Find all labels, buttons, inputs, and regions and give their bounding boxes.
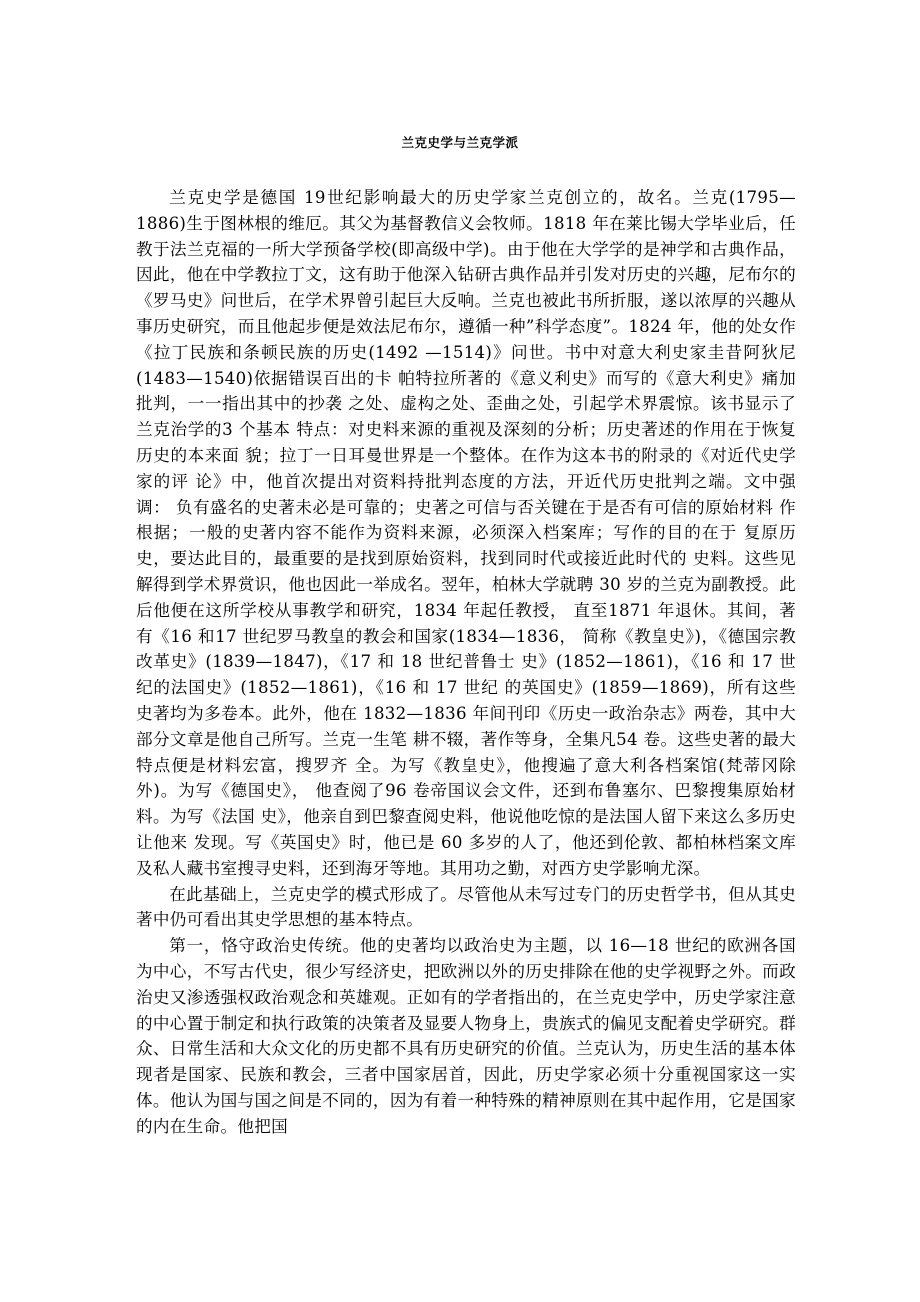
document-title: 兰克史学与兰克学派 (401, 135, 519, 150)
paragraph-3: 第一，恪守政治史传统。他的史著均以政治史为主题，以 16—18 世纪的欧洲各国为中心，不写古代史，很少写经济史，把欧洲以外的历史排除在他的史学视野之外。而政治史又渗透强权政治观念和英雄观。正如有的学者指出的，在兰克史学中，历史学家注意的中心置于制定和执行政策的决策者及显要人物身上，贵族式的偏见支配着史学研究。群众、日常生活和大众文化的历史都不具有历史研究的价值。兰克认为，历史生活的基本体现者是国家、民族和教会，三者中国家居首，因此，历史学家必须十分重视国家这一实体。他认为国与国之间是不同的，因为有着一种特殊的精神原则在其中起作用，它是国家的内在生命。他把国 (136, 936, 796, 1136)
document-body (136, 185, 796, 1139)
paragraph-1: 兰克史学是德国 19世纪影响最大的历史学家兰克创立的，故名。兰克(1795—1886)生于图林根的维厄。其父为基督教信义会牧师。1818 年在莱比锡大学毕业后，任教于法兰克福的一所大学预备学校(即高级中学)。由于他在大学学的是神学和古典作品，因此，他在中学教拉丁文，这有助于他深入钻研古典作品并引发对历史的兴趣，尼布尔的《罗马史》问世后，在学术界曾引起巨大反响。兰克也被此书所折服，遂以浓厚的兴趣从事历史研究，而且他起步便是效法尼布尔，遵循一种”科学态度”。1824 年，他的处女作《拉丁民族和条顿民族的历史(1492 —1514)》问世。书中对意大利史家圭昔阿狄尼(1483—1540)依据错误百出的卡 帕特拉所著的《意义利史》而写的《意大利史》痛加批判，一一指出其中的抄袭 之处、虚构之处、歪曲之处，引起学术界震惊。该书显示了兰克治学的3 个基本 特点：对史料来源的重视及深刻的分析；历史著述的作用在于恢复历史的本来面 貌；拉丁一日耳曼世界是一个整体。在作为这本书的附录的《对近代史学家的评 论》中，他首次提出对资料持批判态度的方法，开近代历史批判之端。文中强调： 负有盛名的史著未必是可靠的；史著之可信与否关键在于是否有可信的原始材料 作根据；一般的史著内容不能作为资料来源，必须深入档案库；写作的目的在于 复原历史，要达此目的，最重要的是找到原始资料，找到同时代或接近此时代的 史料。这些见解得到学术界赏识，他也因此一举成名。翌年，柏林大学就聘 30 岁的兰克为副教授。此后他便在这所学校从事教学和研究，1834 年起任教授， 直至1871 年退休。其间，著有《16 和17 世纪罗马教皇的教会和国家(1834—1836， 简称《教皇史》)，《德国宗教改革史》(1839—1847)，《17 和 18 世纪普鲁士 史》(1852—1861)，《16 和 17 世纪的法国史》(1852—1861)，《16 和 17 世纪 的英国史》(1859—1869)，所有这些史著均为多卷本。此外，他在 1832—1836 年间刊印《历史一政治杂志》两卷，其中大部分文章是他自己所写。兰克一生笔 耕不辍，著作等身，全集凡54 卷。这些史著的最大特点便是材料宏富，搜罗齐 全。为写《教皇史》，他搜遍了意大利各档案馆(梵蒂冈除外)。为写《德国史》， 他查阅了96 卷帝国议会文件，还到布鲁塞尔、巴黎搜集原始材料。为写《法国 史》，他亲自到巴黎查阅史料，他说他吃惊的是法国人留下来这么多历史让他来 发现。写《英国史》时，他已是 60 多岁的人了，他还到伦敦、都柏林档案文库 及私人藏书室搜寻史料，还到海牙等地。其用功之勤，对西方史学影响尤深。 (136, 188, 796, 878)
paragraph-2: 在此基础上，兰克史学的模式形成了。尽管他从未写过专门的历史哲学书，但从其史著中仍可看出其史学思想的基本特点。 (136, 884, 796, 930)
